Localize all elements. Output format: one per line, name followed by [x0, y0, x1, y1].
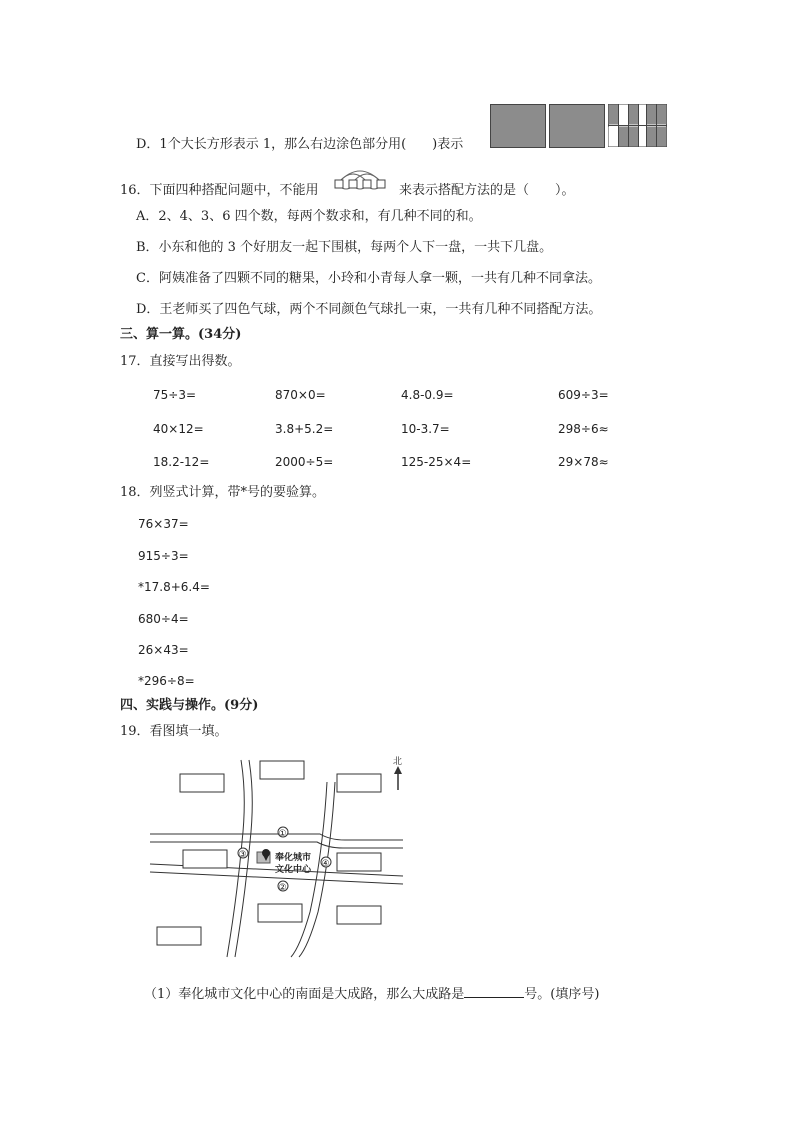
- q16-option-c: C．阿姨准备了四颗不同的糖果，小玲和小青每人拿一颗，一共有几种不同拿法。: [136, 271, 601, 286]
- culture-center-line-2: 文化中心: [275, 865, 312, 875]
- map-label-box: [337, 906, 381, 924]
- map-label-box: [260, 761, 304, 779]
- road-marker-2: ②: [278, 883, 287, 893]
- map-label-box: [258, 904, 302, 922]
- culture-center-line-1: 奉化城市: [275, 853, 312, 863]
- q17-expr-r2c3: 10-3.7=: [401, 422, 450, 436]
- q16-stem-part-b: 来表示搭配方法的是（ ）。: [399, 183, 575, 198]
- section-3-title: 三、算一算。(34分): [120, 327, 242, 342]
- location-pin-icon: [257, 849, 270, 863]
- q19-sub1-text-a: （1）奉化城市文化中心的南面是大成路，那么大成路是: [144, 987, 465, 1002]
- road-marker-3: ③: [238, 850, 247, 860]
- q17-title: 17．直接写出得数。: [120, 354, 241, 369]
- q18-item-4: 680÷4=: [138, 612, 189, 626]
- q16-option-a: A．2、4、3、6 四个数，每两个数求和，有几种不同的和。: [136, 209, 482, 224]
- north-label: 北: [393, 757, 403, 767]
- q18-item-2: 915÷3=: [138, 549, 189, 563]
- q17-expr-r1c3: 4.8-0.9=: [401, 388, 454, 402]
- q16-option-d: D．王老师买了四色气球，两个不同颜色气球扎一束，一共有几种不同搭配方法。: [136, 302, 602, 317]
- map-label-box: [180, 774, 224, 792]
- q17-expr-r1c2: 870×0=: [275, 388, 326, 402]
- q17-expr-r3c3: 125-25×4=: [401, 455, 472, 469]
- large-rectangle-2: [549, 104, 605, 148]
- q18-item-6: *296÷8=: [138, 674, 195, 688]
- q18-item-5: 26×43=: [138, 643, 189, 657]
- q17-expr-r3c4: 29×78≈: [558, 455, 609, 469]
- q16-stem-part-a: 16．下面四种搭配问题中，不能用: [120, 183, 319, 198]
- q17-expr-r3c2: 2000÷5=: [275, 455, 334, 469]
- q15-option-d: D．1个大长方形表示 1，那么右边涂色部分用( )表示: [136, 137, 464, 152]
- pairing-diagram-icon: [333, 168, 397, 194]
- partial-grid-rectangle: [608, 104, 668, 148]
- map-label-box: [183, 850, 227, 868]
- q19-title: 19．看图填一填。: [120, 724, 228, 739]
- q18-item-3: *17.8+6.4=: [138, 580, 210, 594]
- q17-expr-r2c4: 298÷6≈: [558, 422, 609, 436]
- section-4-title: 四、实践与操作。(9分): [120, 698, 259, 713]
- q15-figure: [490, 104, 670, 148]
- map-label-box: [157, 927, 201, 945]
- q19-sub-question-1: [144, 985, 599, 1003]
- q17-expr-r1c1: 75÷3=: [153, 388, 197, 402]
- q16-option-b: B．小东和他的 3 个好朋友一起下围棋，每两个人下一盘，一共下几盘。: [136, 240, 553, 255]
- q17-expr-r2c2: 3.8+5.2=: [275, 422, 334, 436]
- q18-item-1: 76×37=: [138, 517, 189, 531]
- q17-expr-r2c1: 40×12=: [153, 422, 204, 436]
- map-label-box: [337, 774, 381, 792]
- q17-expr-r1c4: 609÷3=: [558, 388, 609, 402]
- q18-title: 18．列竖式计算，带*号的要验算。: [120, 485, 326, 500]
- answer-blank[interactable]: [464, 985, 524, 998]
- road-marker-4: ④: [321, 859, 330, 869]
- q19-sub1-text-b: 号。(填序号): [524, 987, 600, 1002]
- large-rectangle-1: [490, 104, 546, 148]
- road-marker-1: ①: [278, 829, 287, 839]
- q17-expr-r3c1: 18.2-12=: [153, 455, 210, 469]
- city-map: [145, 752, 415, 962]
- map-label-box: [337, 853, 381, 871]
